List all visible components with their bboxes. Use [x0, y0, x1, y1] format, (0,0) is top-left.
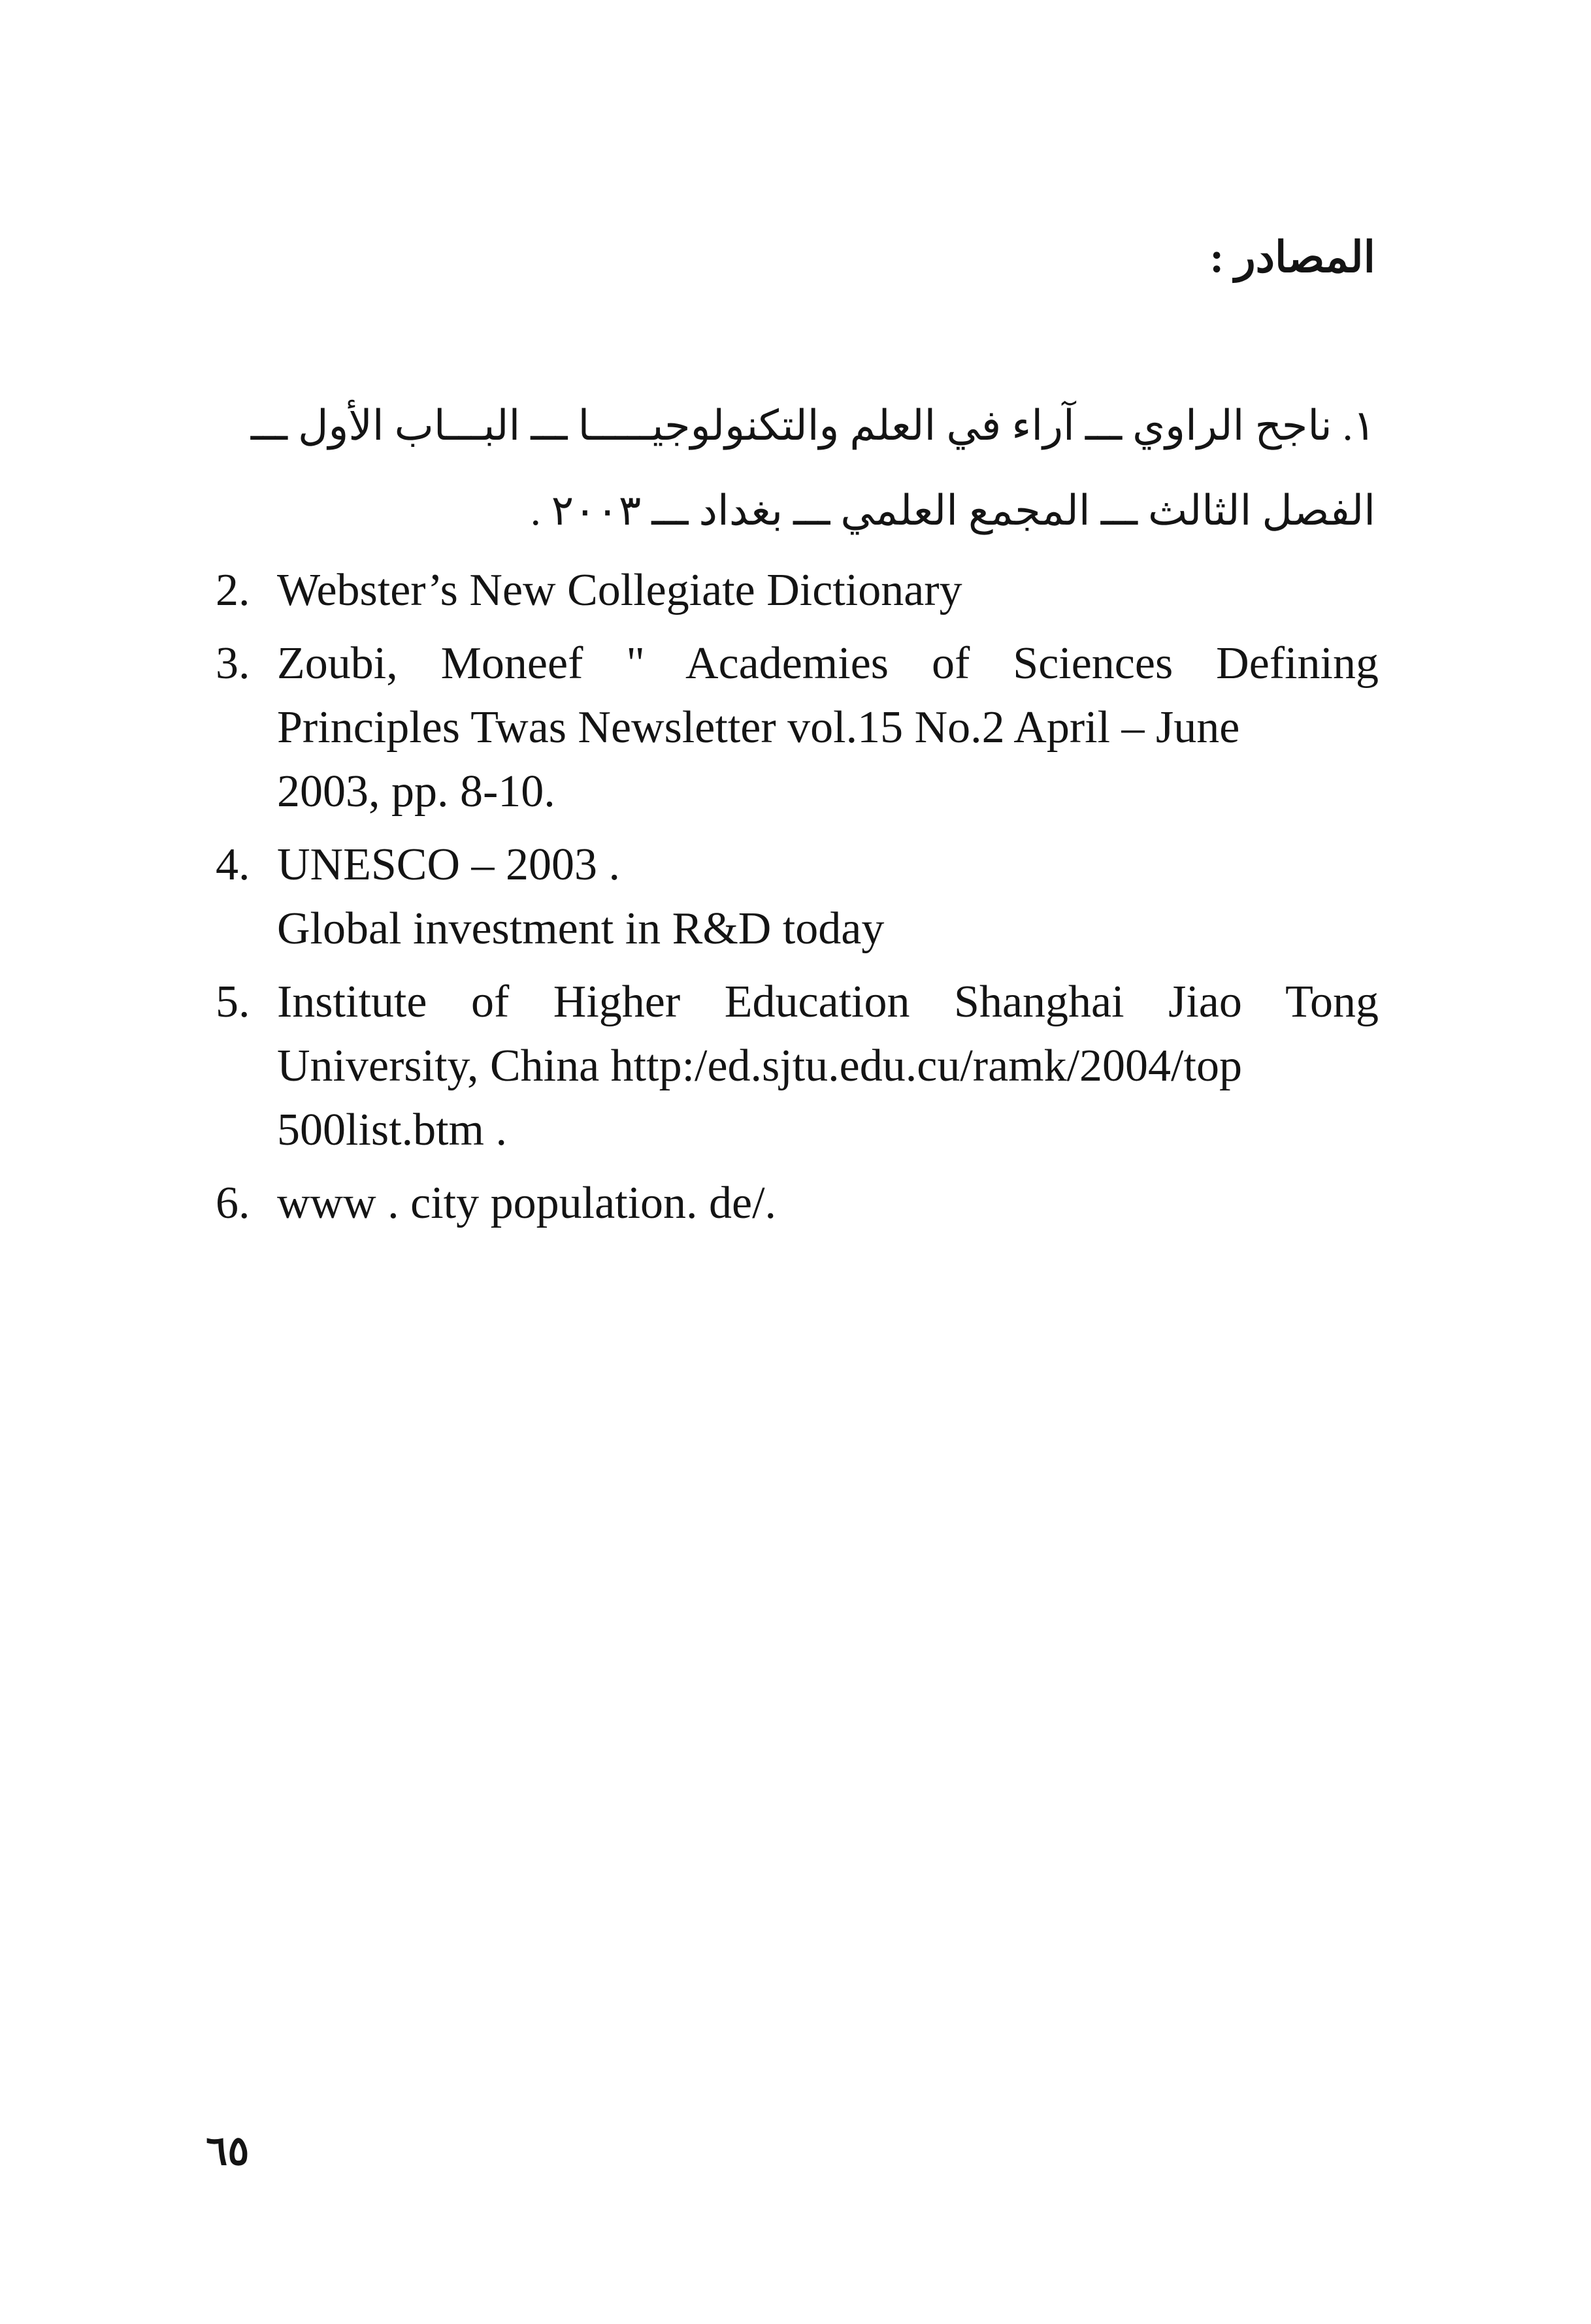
reference-item-5	[216, 970, 1379, 1162]
reference-item-3	[216, 632, 1379, 824]
reference-item-4	[216, 833, 1379, 961]
reference-number: 4.	[216, 840, 250, 890]
reference-1-line-2: الفصل الثالث ـــ المجمع العلمي ـــ بغداد ـــ ٢٠٠٣ .	[530, 487, 1375, 534]
reference-text	[277, 559, 1379, 623]
reference-line: Zoubi, Moneef " Academies of Sciences Defining	[277, 638, 1379, 689]
reference-text	[277, 1171, 1379, 1236]
reference-item-6	[216, 1171, 1379, 1236]
reference-number: 2.	[216, 565, 250, 615]
reference-line: Global investment in R&D today	[277, 904, 885, 954]
reference-line: Principles Twas Newsletter vol.15 No.2 April – June	[277, 702, 1240, 753]
reference-line: 2003, pp. 8-10.	[277, 766, 555, 817]
reference-line: Institute of Higher Education Shanghai Jiao Tong	[277, 977, 1379, 1027]
reference-item-2	[216, 559, 1379, 623]
reference-text	[277, 970, 1379, 1162]
sources-heading: المصادر :	[1209, 234, 1375, 282]
reference-line: University, China http:/ed.sjtu.edu.cu/ramk/2004/top	[277, 1041, 1242, 1091]
reference-line: Webster’s New Collegiate Dictionary	[277, 565, 962, 615]
reference-line: 500list.btm .	[277, 1105, 507, 1155]
page-number: ٦٥	[206, 2129, 250, 2174]
reference-number: 6.	[216, 1178, 250, 1228]
reference-line: www . city population. de/.	[277, 1178, 777, 1228]
reference-number: 5.	[216, 977, 250, 1027]
reference-text	[277, 632, 1379, 824]
reference-1-line-1: ١. ناجح الراوي ـــ آراء في العلم والتكنولوجيـــــا ـــ البـــاب الأول ـــ	[250, 402, 1375, 449]
reference-number: 3.	[216, 638, 250, 689]
reference-list	[216, 559, 1379, 1245]
reference-text	[277, 833, 1379, 961]
reference-line: UNESCO – 2003 .	[277, 840, 621, 890]
